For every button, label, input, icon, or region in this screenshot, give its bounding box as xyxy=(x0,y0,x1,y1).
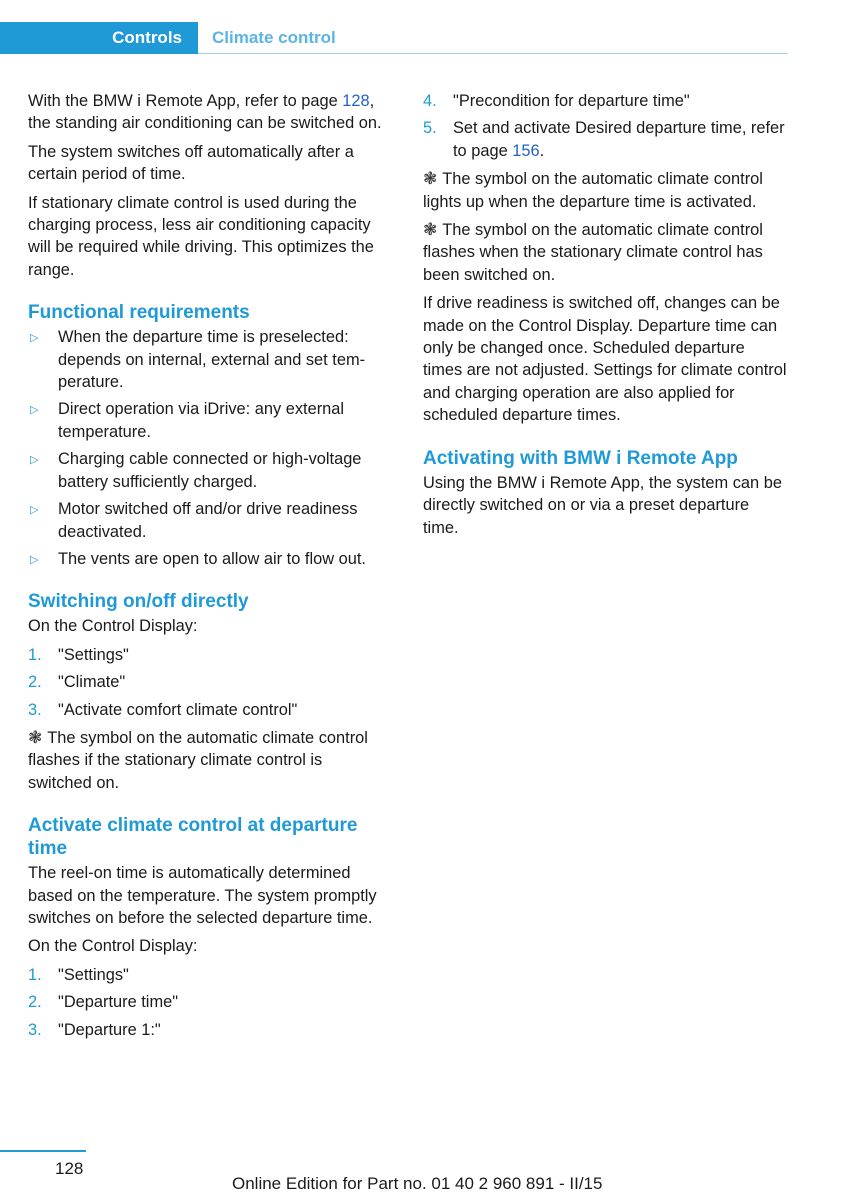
header-section-label: Controls xyxy=(112,28,182,47)
step-item: 3. "Activate comfort climate control" xyxy=(28,700,298,719)
departure-heading: Activate climate control at departure time xyxy=(28,815,358,860)
switching-note: ❃ The symbol on the automatic climate control flashes if the stationary climate control is switched on. xyxy=(28,727,368,792)
drive-readiness-paragraph: If drive readiness is switched off, changes can be made on the Control Display. Departure time can only be changed once. Scheduled departure times are not adjusted. Settings for climate control and charging operation are also applied for scheduled departure times. xyxy=(423,294,787,425)
header-divider xyxy=(198,53,788,54)
triangle-bullet-icon: ▷ xyxy=(30,404,39,417)
functional-requirements-list xyxy=(28,326,390,570)
fan-icon: ❃ xyxy=(423,169,438,189)
fan-icon: ❃ xyxy=(28,727,43,747)
functional-requirements-heading: Functional requirements xyxy=(28,302,250,324)
switching-intro: On the Control Display: xyxy=(28,617,198,636)
triangle-bullet-icon: ▷ xyxy=(30,553,39,566)
step-item: 3. "Departure 1:" xyxy=(28,1020,161,1039)
step-item: 4. "Precondition for departure time" xyxy=(423,92,690,110)
header-subsection-label: Climate control xyxy=(212,28,336,47)
step-item: 2. "Departure time" xyxy=(28,993,179,1012)
page-link-128[interactable]: 128 xyxy=(342,92,370,110)
departure-intro: On the Control Display: xyxy=(28,937,198,956)
fan-icon: ❃ xyxy=(423,220,438,240)
page-link-156[interactable]: 156 xyxy=(512,141,540,160)
page-number: 128 xyxy=(55,1159,84,1178)
triangle-bullet-icon: ▷ xyxy=(30,454,39,467)
intro-paragraph-2: The system switches off automatically after a certain period of time. xyxy=(28,142,354,184)
footer-divider xyxy=(0,1150,86,1152)
switching-steps xyxy=(28,644,390,721)
step-item: 1. "Settings" xyxy=(28,645,129,664)
remote-app-heading: Activating with BMW i Remote App xyxy=(423,447,738,469)
list-item: ▷ The vents are open to allow air to flow out. xyxy=(28,548,390,570)
triangle-bullet-icon: ▷ xyxy=(30,332,39,345)
step-item: 1. "Settings" xyxy=(28,965,129,984)
departure-steps-continued xyxy=(423,90,787,162)
intro-paragraph-3: If stationary climate control is used during the charging process, less air conditioning capacity will be required while driving. This optimizes the range. xyxy=(28,193,374,279)
step-item: 5. Set and activate Desired departure time, refer to page 156. xyxy=(423,119,785,160)
left-column xyxy=(28,90,390,1047)
intro-paragraph-1: With the BMW i Remote App, refer to page 128, the standing air conditioning can be switched on. xyxy=(28,92,382,133)
header-section-tab xyxy=(0,22,198,54)
step-item: 2. "Climate" xyxy=(28,673,126,692)
departure-note-1: ❃ The symbol on the automatic climate control lights up when the departure time is activated. xyxy=(423,169,763,211)
list-item: ▷ When the departure time is preselected: depends on internal, external and set temperature. xyxy=(30,328,366,392)
departure-text: The reel-on time is automatically determined based on the temperature. The system promptly switches on before the selected departure time. xyxy=(28,864,377,927)
list-item: ▷ Direct operation via iDrive: any external temperature. xyxy=(30,400,345,441)
triangle-bullet-icon: ▷ xyxy=(30,504,39,517)
departure-note-2: ❃ The symbol on the automatic climate control flashes when the stationary climate control has been switched on. xyxy=(423,220,763,284)
departure-steps xyxy=(28,964,390,1041)
right-column xyxy=(423,90,787,545)
edition-note: Online Edition for Part no. 01 40 2 960 891 - II/15 xyxy=(232,1174,603,1193)
remote-app-text: Using the BMW i Remote App, the system can be directly switched on or via a preset departure time. xyxy=(423,473,782,537)
switching-heading: Switching on/off directly xyxy=(28,591,249,613)
list-item: ▷ Charging cable connected or high-voltage battery sufficiently charged. xyxy=(30,450,362,491)
list-item: ▷ Motor switched off and/or drive readiness deactivated. xyxy=(30,500,358,541)
